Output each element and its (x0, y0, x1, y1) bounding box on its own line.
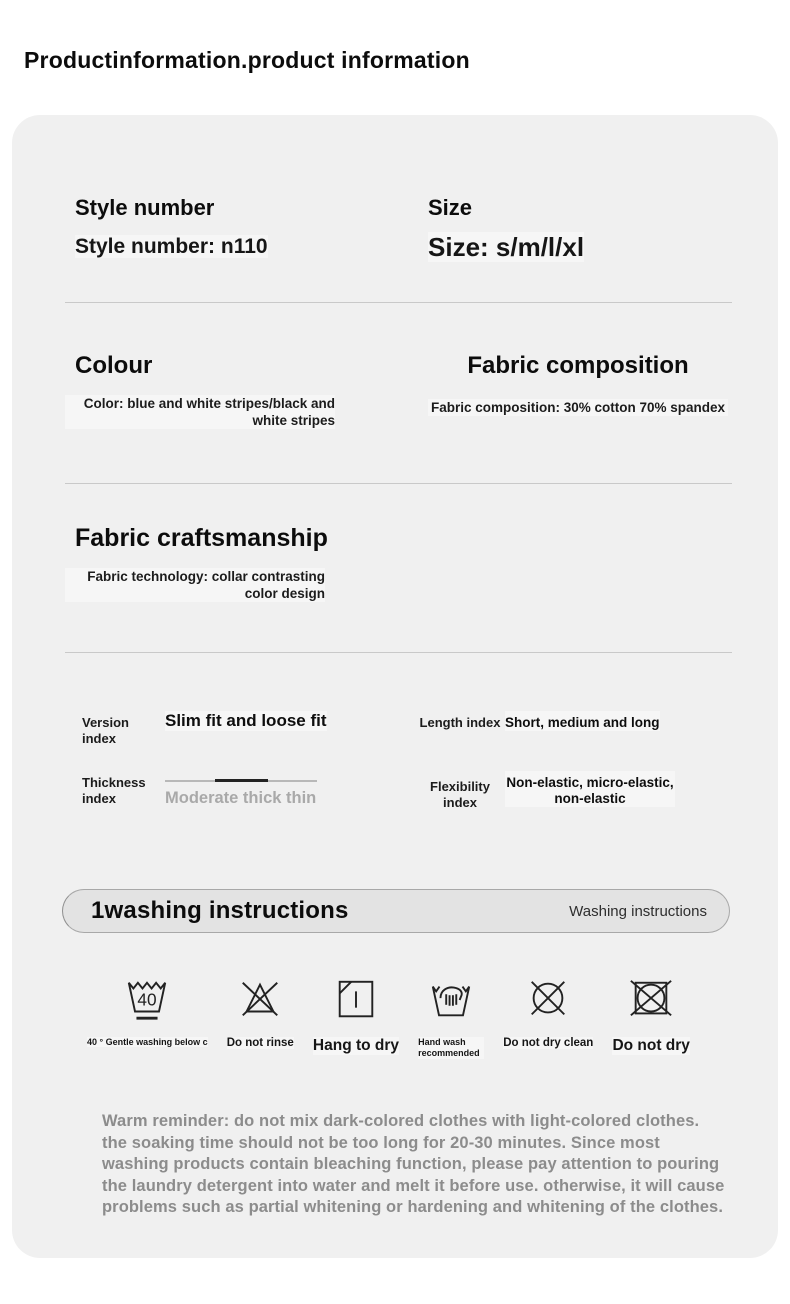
product-info-card (12, 115, 778, 1258)
section-style-size (65, 195, 732, 260)
indices-grid (65, 711, 732, 811)
version-index-cell (65, 711, 415, 747)
colour-value: Color: blue and white stripes/black and white stripes (65, 395, 335, 429)
care-icon-label: Do not rinse (226, 1037, 294, 1049)
style-number-value: Style number: n110 (75, 235, 268, 258)
size-value: Size: s/m/l/xl (428, 232, 585, 262)
hang-to-dry-icon (333, 975, 379, 1025)
style-number-block (65, 195, 420, 260)
care-icon-label: Do not dry clean (503, 1037, 594, 1049)
length-index-label: Length index (419, 715, 501, 730)
divider (65, 302, 732, 303)
version-index-label: Version index (82, 715, 129, 746)
wash-40-degrees-icon (124, 975, 170, 1025)
colour-heading: Colour (75, 352, 153, 379)
craftsmanship-heading: Fabric craftsmanship (75, 524, 328, 552)
care-icon-item (503, 975, 593, 1049)
care-icon-item (227, 975, 294, 1049)
care-icon-item (313, 975, 399, 1055)
thickness-index-value: Moderate thick thin (165, 789, 317, 807)
care-icon-label: 40 ° Gentle washing below c (87, 1037, 208, 1047)
flexibility-index-label: Flexibility index (430, 779, 490, 810)
care-icons-row (87, 975, 690, 1059)
thickness-index-cell (65, 771, 415, 811)
care-icon-label: Do not dry (612, 1037, 690, 1054)
colour-block (65, 351, 420, 429)
care-icon-item (418, 975, 484, 1059)
hand-wash-icon (428, 975, 474, 1025)
size-block (420, 195, 732, 260)
washing-instructions-banner (62, 889, 730, 933)
length-index-value: Short, medium and long (505, 711, 660, 731)
washing-banner-note: Washing instructions (569, 902, 707, 920)
divider (65, 483, 732, 484)
length-index-cell (415, 711, 732, 747)
flexibility-index-value: Non-elastic, micro-elastic, non-elastic (505, 771, 675, 807)
care-icon-item (612, 975, 690, 1055)
care-icon-label: Hang to dry (312, 1037, 400, 1054)
care-icon-item (87, 975, 208, 1047)
warm-reminder-text: Warm reminder: do not mix dark-colored clothes with light-colored clothes. the soaking time should not be too long for 20-30 minutes. Since most washing products contain bleaching function, please pay attention to pouring the laundry detergent into water and melt it before use. otherwise, it will cause problems such as partial whitening or hardening and whitening of the clothes. (102, 1112, 725, 1216)
fabric-composition-value: Fabric composition: 30% cotton 70% spandex (428, 399, 728, 416)
thickness-slider-fill (215, 779, 268, 782)
fabric-composition-block (420, 351, 732, 429)
craftsmanship-value: Fabric technology: collar contrasting color design (65, 568, 325, 602)
style-number-heading: Style number (75, 195, 215, 220)
thickness-slider (165, 779, 317, 782)
do-not-dry-icon (628, 975, 674, 1025)
page-title: Productinformation.product information (24, 47, 470, 73)
thickness-index-label: Thickness index (82, 775, 146, 806)
do-not-dry-clean-icon (525, 975, 571, 1025)
version-index-value: Slim fit and loose fit (165, 711, 327, 730)
section-craftsmanship (65, 522, 732, 602)
svg-text:40: 40 (137, 989, 157, 1010)
section-colour-fabric (65, 351, 732, 429)
size-heading: Size (428, 195, 473, 220)
fabric-composition-heading: Fabric composition (467, 352, 689, 379)
care-icon-label: Hand wash recommended (418, 1037, 484, 1059)
divider (65, 652, 732, 653)
flexibility-index-cell (415, 771, 732, 811)
washing-banner-title: 1washing instructions (91, 897, 349, 924)
do-not-rinse-icon (237, 975, 283, 1025)
